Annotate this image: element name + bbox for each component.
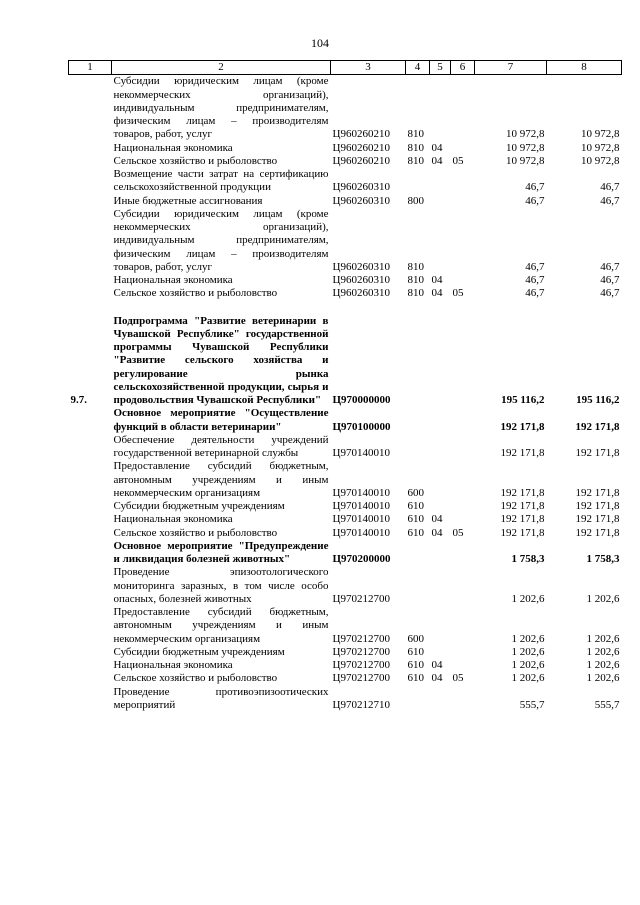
table-row: [69, 527, 622, 540]
subsection-code: 05: [452, 526, 464, 539]
table-row: [69, 168, 622, 195]
row-number: [69, 606, 112, 646]
amount-col7: 192 171,8: [500, 526, 545, 539]
table-row: [69, 686, 622, 713]
amount-col7: 46,7: [525, 181, 545, 194]
table-row: [69, 287, 622, 300]
expense-type-code: [406, 407, 430, 434]
amount-col8: 192 171,8: [575, 447, 620, 459]
target-article-code: Ц960260310: [332, 274, 390, 286]
table-row: [69, 500, 622, 513]
target-article-code: Ц960260210: [332, 141, 390, 154]
row-number: [69, 168, 112, 195]
section-code: [430, 500, 451, 513]
section-code: [430, 434, 451, 461]
amount-col7: 555,7: [519, 698, 545, 711]
amount-col8: 192 171,8: [575, 420, 620, 433]
amount-col7: 195 116,2: [501, 394, 545, 406]
row-number: [69, 434, 112, 461]
amount-col8: 192 171,8: [575, 486, 620, 499]
subsection-code: [451, 540, 475, 567]
column-number: 6: [451, 61, 475, 75]
amount-col7: 192 171,8: [500, 513, 545, 526]
amount-col7: 192 171,8: [500, 420, 545, 433]
expense-type-code: 810: [407, 141, 424, 154]
table-row: [69, 407, 622, 434]
row-number: [69, 646, 112, 659]
expense-type-code: 810: [407, 260, 424, 273]
row-number: [69, 659, 112, 672]
row-number: [69, 527, 112, 540]
table-row: [69, 195, 622, 208]
section-code: [430, 168, 451, 195]
target-article-code: Ц970212700: [332, 672, 390, 685]
budget-table-container: [68, 60, 621, 712]
amount-col8: 10 972,8: [581, 154, 620, 167]
target-article-code: Ц970100000: [332, 420, 391, 433]
row-number: [69, 686, 112, 713]
amount-col7: 192 171,8: [500, 500, 545, 512]
amount-col7: 1 202,6: [511, 672, 545, 685]
row-name: Предоставление субсидий бюджетным, автономным учреждениям и иным некоммерческим организациям: [113, 460, 329, 499]
expense-type-code: 810: [407, 128, 424, 141]
table-row: [69, 672, 622, 685]
spacer-cell: [69, 301, 622, 315]
target-article-code: Ц970140010: [332, 500, 390, 512]
section-code: [430, 646, 451, 659]
row-name: Возмещение части затрат на сертификацию сельскохозяйственной продукции: [113, 168, 329, 194]
row-name: Проведение противоэпизоотических мероприятий: [113, 685, 329, 711]
expense-type-code: [406, 566, 430, 606]
amount-col8: 192 171,8: [575, 500, 620, 512]
row-number: [69, 513, 112, 526]
column-number: 4: [406, 61, 430, 75]
target-article-code: Ц960260210: [332, 154, 390, 167]
row-name: Национальная экономика: [113, 141, 233, 154]
row-name: Национальная экономика: [113, 659, 233, 671]
subsection-code: [451, 195, 475, 208]
section-code: 04: [431, 141, 443, 154]
row-number: 9.7.: [70, 394, 87, 406]
expense-type-code: 610: [407, 672, 424, 685]
amount-col7: 46,7: [525, 260, 545, 273]
amount-col8: 1 202,6: [586, 632, 620, 645]
row-name: Национальная экономика: [113, 513, 233, 526]
amount-col8: 46,7: [600, 274, 620, 286]
section-code: [430, 460, 451, 500]
expense-type-code: [406, 686, 430, 713]
section-code: [430, 540, 451, 567]
expense-type-code: 600: [407, 486, 424, 499]
expense-type-code: [406, 315, 430, 408]
subsection-code: [451, 686, 475, 713]
expense-type-code: 810: [407, 287, 424, 300]
column-number: 3: [331, 61, 406, 75]
row-name: Субсидии юридическим лицам (кроме некоммерческих организаций), индивидуальным предпринимателям, физическим лицам – производителям товаров, работ, услуг: [113, 75, 329, 141]
column-number: 1: [69, 61, 112, 75]
row-name: Сельское хозяйство и рыболовство: [113, 154, 278, 167]
table-row: [69, 274, 622, 287]
row-name: Сельское хозяйство и рыболовство: [113, 526, 278, 539]
target-article-code: Ц960260210: [332, 128, 390, 141]
row-number: [69, 195, 112, 208]
amount-col8: 1 758,3: [586, 553, 620, 565]
subsection-code: [451, 75, 475, 142]
target-article-code: Ц970140010: [332, 486, 390, 499]
table-row: [69, 75, 622, 142]
amount-col8: 192 171,8: [575, 513, 620, 526]
expense-type-code: [406, 168, 430, 195]
column-number: 8: [547, 61, 622, 75]
target-article-code: Ц970212700: [332, 632, 390, 645]
target-article-code: Ц970200000: [332, 553, 391, 565]
column-number: 7: [475, 61, 547, 75]
column-number: 2: [112, 61, 331, 75]
subsection-code: [451, 434, 475, 461]
row-number: [69, 566, 112, 606]
target-article-code: Ц960260310: [332, 181, 390, 194]
row-name: Основное мероприятие "Предупреждение и ликвидация болезней животных": [113, 539, 329, 565]
amount-col7: 46,7: [525, 194, 545, 207]
expense-type-code: 610: [407, 645, 424, 658]
amount-col7: 192 171,8: [500, 486, 545, 499]
target-article-code: Ц970212710: [332, 698, 390, 711]
amount-col8: 1 202,6: [586, 592, 620, 605]
row-name: Основное мероприятие "Осуществление функций в области ветеринарии": [113, 407, 329, 433]
subsection-code: [451, 142, 475, 155]
table-row: [69, 646, 622, 659]
expense-type-code: 810: [407, 154, 424, 167]
expense-type-code: 610: [407, 513, 424, 526]
subsection-code: [451, 168, 475, 195]
amount-col8: 195 116,2: [576, 394, 620, 406]
expense-type-code: 610: [407, 526, 424, 539]
amount-col7: 10 972,8: [506, 128, 545, 141]
section-code: [430, 686, 451, 713]
target-article-code: Ц970140010: [332, 447, 390, 459]
row-name: Иные бюджетные ассигнования: [113, 194, 263, 207]
table-row: [69, 540, 622, 567]
row-number: [69, 208, 112, 274]
subsection-code: 05: [452, 287, 464, 300]
subsection-code: [451, 274, 475, 287]
section-code: 04: [431, 287, 443, 300]
amount-col8: 10 972,8: [581, 128, 620, 141]
section-code: [430, 75, 451, 142]
subsection-code: [451, 659, 475, 672]
section-code: 04: [431, 672, 443, 685]
target-article-code: Ц970212700: [332, 592, 390, 605]
target-article-code: Ц960260310: [332, 194, 390, 207]
table-row: [69, 606, 622, 646]
row-number: [69, 500, 112, 513]
table-row: [69, 208, 622, 274]
amount-col8: 46,7: [600, 194, 620, 207]
target-article-code: Ц970000000: [332, 394, 391, 406]
row-number: [69, 460, 112, 500]
table-row: [69, 566, 622, 606]
table-row: [69, 434, 622, 461]
section-code: [430, 606, 451, 646]
row-name: Национальная экономика: [113, 274, 233, 286]
amount-col8: 1 202,6: [586, 645, 620, 658]
row-name: Субсидии бюджетным учреждениям: [113, 645, 285, 658]
amount-col7: 1 202,6: [511, 659, 545, 671]
row-number: [69, 142, 112, 155]
table-row: [69, 460, 622, 500]
column-number-row: [69, 61, 622, 75]
column-number: 5: [430, 61, 451, 75]
row-number: [69, 672, 112, 685]
amount-col8: 555,7: [594, 698, 620, 711]
target-article-code: Ц960260310: [332, 260, 390, 273]
spacer-row: [69, 301, 622, 315]
row-name: Субсидии бюджетным учреждениям: [113, 500, 285, 512]
expense-type-code: 610: [407, 500, 424, 512]
row-number: [69, 407, 112, 434]
expense-type-code: 610: [407, 659, 424, 671]
section-code: [430, 208, 451, 274]
section-code: [430, 407, 451, 434]
expense-type-code: [406, 434, 430, 461]
subsection-code: [451, 500, 475, 513]
row-name: Субсидии юридическим лицам (кроме некоммерческих организаций), индивидуальным предпринимателям, физическим лицам – производителям товаров, работ, услуг: [113, 207, 329, 273]
table-row: [69, 142, 622, 155]
amount-col8: 1 202,6: [586, 659, 620, 671]
table-row: [69, 659, 622, 672]
subsection-code: [451, 513, 475, 526]
section-code: [430, 566, 451, 606]
table-row: [69, 155, 622, 168]
row-number: [69, 75, 112, 142]
row-number: [69, 274, 112, 287]
row-number: [69, 287, 112, 300]
amount-col7: 46,7: [525, 274, 545, 286]
amount-col7: 192 171,8: [500, 447, 545, 459]
amount-col7: 10 972,8: [506, 154, 545, 167]
amount-col7: 1 202,6: [511, 645, 545, 658]
section-code: 04: [431, 526, 443, 539]
section-code: 04: [431, 513, 443, 526]
section-code: 04: [431, 274, 443, 286]
amount-col7: 46,7: [525, 287, 545, 300]
target-article-code: Ц970140010: [332, 513, 390, 526]
target-article-code: Ц960260310: [332, 287, 390, 300]
amount-col7: 1 202,6: [511, 632, 545, 645]
table-body: [69, 75, 622, 712]
section-code: [430, 315, 451, 408]
row-name: Проведение эпизоотологического мониторинга заразных, в том числе особо опасных, болезней животных: [113, 566, 329, 605]
row-name: Сельское хозяйство и рыболовство: [113, 672, 278, 685]
subsection-code: [451, 566, 475, 606]
amount-col8: 46,7: [600, 260, 620, 273]
amount-col7: 10 972,8: [506, 141, 545, 154]
subsection-code: 05: [452, 154, 464, 167]
target-article-code: Ц970140010: [332, 526, 390, 539]
budget-table: [68, 60, 622, 712]
amount-col8: 46,7: [600, 181, 620, 194]
subsection-code: [451, 606, 475, 646]
amount-col8: 46,7: [600, 287, 620, 300]
subsection-code: [451, 460, 475, 500]
amount-col7: 1 202,6: [511, 592, 545, 605]
row-number: [69, 540, 112, 567]
subsection-code: [451, 646, 475, 659]
amount-col8: 10 972,8: [581, 141, 620, 154]
row-name: Сельское хозяйство и рыболовство: [113, 287, 278, 300]
amount-col8: 1 202,6: [586, 672, 620, 685]
expense-type-code: 810: [407, 274, 424, 286]
expense-type-code: [406, 540, 430, 567]
table-row: [69, 315, 622, 408]
expense-type-code: 800: [407, 194, 424, 207]
row-number: [69, 155, 112, 168]
subsection-code: [451, 208, 475, 274]
section-code: [430, 195, 451, 208]
table-row: [69, 513, 622, 526]
row-name: Обеспечение деятельности учреждений государственной ветеринарной службы: [113, 433, 329, 459]
row-name: Предоставление субсидий бюджетным, автономным учреждениям и иным некоммерческим организациям: [113, 606, 329, 645]
amount-col7: 1 758,3: [511, 553, 545, 565]
page-number: 104: [311, 36, 329, 50]
subsection-code: [451, 407, 475, 434]
section-code: 04: [431, 659, 443, 671]
subsection-code: 05: [452, 672, 464, 685]
target-article-code: Ц970212700: [332, 659, 390, 671]
expense-type-code: 600: [407, 632, 424, 645]
amount-col8: 192 171,8: [575, 526, 620, 539]
section-code: 04: [431, 154, 443, 167]
subsection-code: [451, 315, 475, 408]
row-name: Подпрограмма "Развитие ветеринарии в Чувашской Республике" государственной программы Чувашской Республики "Развитие сельского хозяйства и регулирование рынка сельскохозяйственной продукции, сырья и продовольствия Чувашской Республики": [113, 314, 329, 406]
target-article-code: Ц970212700: [332, 645, 390, 658]
